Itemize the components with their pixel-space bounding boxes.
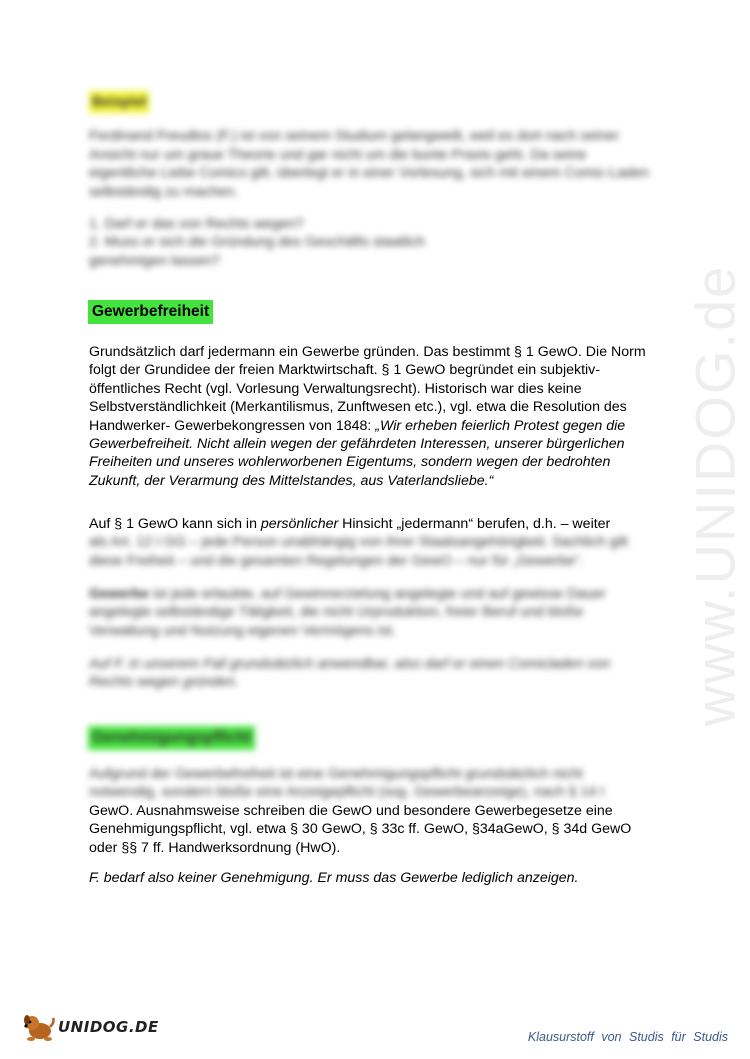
section1-paragraph-3: Gewerbe ist jede erlaubte, auf Gewinnerzielung angelegte und auf gewisse Dauer angelegte selbständige Tätigkeit, die nicht Urproduktion, freier Beruf und bloße Verwaltung und Nutzung eigenen Vermögens ist.	[89, 586, 606, 639]
footer-logo-text: UNIDOG.DE	[58, 1018, 159, 1036]
section2-paragraph-2: F. bedarf also keiner Genehmigung. Er muss das Gewerbe lediglich anzeigen.	[89, 870, 579, 886]
section1-p1-text: Grundsätzlich darf jedermann ein Gewerbe gründen. Das bestimmt § 1 GewO. Die Norm folgt der Grundidee der freien Marktwirtschaft. § 1 GewO begründet ein subjektiv-öffentliches Recht (vgl. Vorlesung Verwaltungsrecht). Historisch war dies keine Selbstverständlichkeit (Merkantilismus, Zunftwesen etc.), vgl. etwa die Resolution des Handwerker- Gewerbekongressen von 1848:	[89, 344, 646, 434]
watermark: www.UNIDOG.de	[683, 264, 747, 726]
section-heading-genehmigungspflicht: Genehmigungspflicht	[88, 726, 255, 750]
section1-paragraph-2: Auf § 1 GewO kann sich in persönlicher Hinsicht „jedermann“ berufen, d.h. – weiter als Art. 12 I GG – jede Person unabhängig von ihrer Staatsangehörigkeit. Sachlich gilt diese Freiheit – und die gesamten Regelungen der GewO – nur für „Gewerbe“.	[89, 515, 649, 570]
section2-p1-text: GewO. Ausnahmsweise schreiben die GewO und besondere Gewerbegesetze eine Genehmigungspflicht, vgl. etwa § 30 GewO, § 33c ff. GewO, §34aGewO, § 34d GewO oder §§ 7 ff. Handwerksordnung (HwO).	[89, 802, 632, 856]
section1-p1-quote: „Wir erheben feierlich Protest gegen die Gewerbefreiheit. Nicht allein wegen der gefährdeten Interessen, unserer bürgerlichen Freiheiten und unseres wohlerworbenen Eigentums, sondern wegen der bedrohten Zukunft, der Verarmung des Mittelstandes, aus Vaterlandsliebe.“	[89, 417, 626, 489]
dog-logo-icon	[22, 1012, 56, 1042]
section1-paragraph-4: Auf F. in unserem Fall grundsätzlich anwendbar, also darf er einen Comicladen von Rechts wegen gründen.	[89, 656, 611, 691]
example-question-1: 1. Darf er das von Rechts wegen?	[89, 216, 304, 233]
section-heading-gewerbefreiheit: Gewerbefreiheit	[88, 300, 213, 324]
section1-p2-blurred: als Art. 12 I GG – jede Person unabhängig von ihrer Staatsangehörigkeit. Sachlich gilt diese Freiheit – und die gesamten Regelungen der GewO – nur für „Gewerbe“.	[89, 534, 628, 569]
section1-paragraph-1	[89, 343, 649, 490]
example-label: Beispiel	[89, 91, 149, 113]
example-text: Ferdinand Freudlos (F.) ist von seinem Studium gelangweilt, weil es dort nach seiner Ansicht nur um graue Theorie und gar nicht um die bunte Praxis geht. Da seine eigentliche Liebe Comics gilt, überlegt er in einer Vorlesung, sich mit einem Comic-Laden selbständig zu machen.	[89, 128, 649, 200]
footer-logo	[22, 1012, 159, 1042]
example-question-2: 2. Muss er sich die Gründung des Geschäfts staatlich genehmigen lassen?	[89, 234, 425, 269]
example-block	[89, 91, 649, 270]
footer-tagline: Klausurstoff von Studis für Studis	[527, 1030, 728, 1044]
section2-paragraph-1	[89, 765, 649, 857]
section2-p1-blurred: Aufgrund der Gewerbefreiheit ist eine Genehmigungspflicht grundsätzlich nicht notwendig, sondern bloße eine Anzeigepflicht (sog. Gewerbeanzeige), nach § 14 I	[89, 766, 605, 801]
